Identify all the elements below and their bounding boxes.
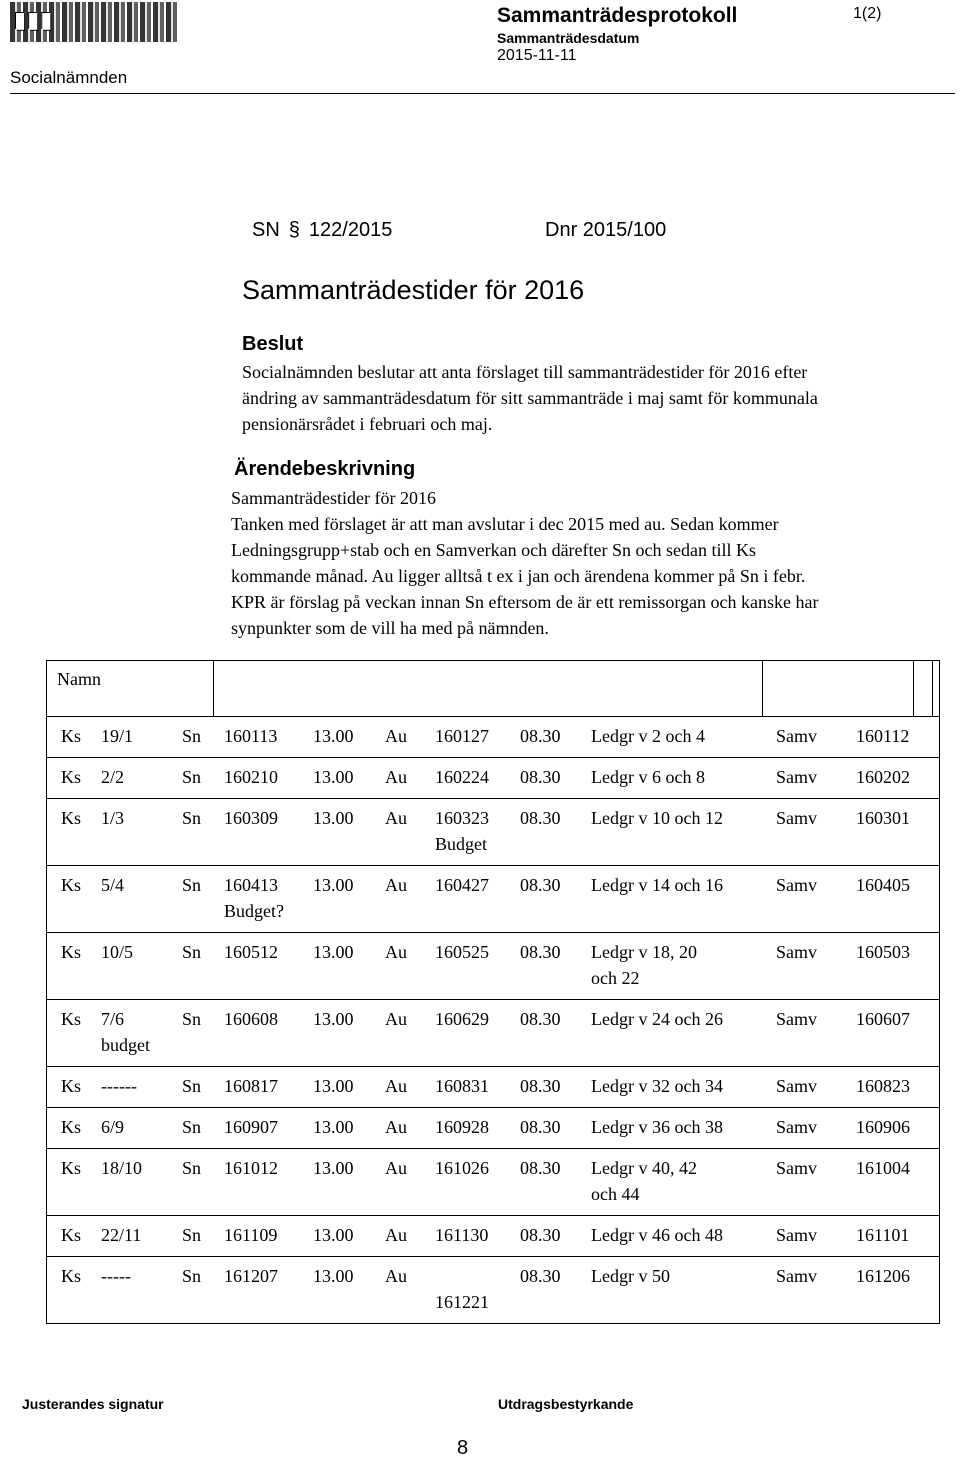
schedule-au: Au bbox=[385, 1158, 407, 1178]
schedule-row bbox=[47, 1108, 940, 1149]
schedule-samv-date: 161206 bbox=[856, 1266, 910, 1286]
case-prefix: SN bbox=[252, 219, 280, 241]
header-cell bbox=[763, 661, 914, 717]
schedule-row bbox=[47, 1000, 940, 1067]
schedule-au-date: 160127 bbox=[435, 726, 489, 746]
description-line: Ledningsgrupp+stab och en Samverkan och därefter Sn och sedan till Ks bbox=[231, 540, 757, 560]
schedule-sn: Sn bbox=[182, 1009, 202, 1029]
header-cell bbox=[933, 661, 940, 717]
schedule-sn-date: 160817 bbox=[224, 1076, 278, 1096]
schedule-time2: 08.30 bbox=[520, 808, 561, 828]
decision-text bbox=[242, 359, 818, 437]
schedule-samv: Samv bbox=[776, 1266, 818, 1286]
schedule-ks: Ks bbox=[61, 1117, 82, 1137]
schedule-ks: Ks bbox=[61, 1158, 82, 1178]
logo-text: ▮▮▮ bbox=[14, 8, 54, 33]
schedule-sn: Sn bbox=[182, 875, 202, 895]
schedule-au: Au bbox=[385, 1117, 407, 1137]
schedule-ks-date: ------ bbox=[101, 1076, 137, 1096]
schedule-cell bbox=[47, 1149, 940, 1216]
document-title: Sammanträdesprotokoll bbox=[497, 4, 738, 27]
header-cell bbox=[914, 661, 933, 717]
schedule-row bbox=[47, 717, 940, 758]
signature-label: Justerandes signatur bbox=[22, 1396, 164, 1412]
schedule-ks-note: budget bbox=[101, 1035, 150, 1055]
page-count: 1(2) bbox=[853, 5, 882, 22]
certification-label: Utdragsbestyrkande bbox=[498, 1396, 634, 1412]
schedule-ks-date: 22/11 bbox=[101, 1225, 142, 1245]
decision-line: Socialnämnden beslutar att anta förslaget till sammanträdestider för 2016 efter bbox=[242, 362, 808, 382]
schedule-ledgr: Ledgr v 24 och 26 bbox=[591, 1009, 723, 1029]
description-line: synpunkter som de vill ha med på nämnden. bbox=[231, 618, 549, 638]
schedule-ks-date: 5/4 bbox=[101, 875, 125, 895]
schedule-cell bbox=[47, 1216, 940, 1257]
schedule-time2: 08.30 bbox=[520, 1076, 561, 1096]
schedule-time2: 08.30 bbox=[520, 1266, 561, 1286]
schedule-time2: 08.30 bbox=[520, 726, 561, 746]
schedule-ledgr: Ledgr v 14 och 16 bbox=[591, 875, 723, 895]
schedule-ks: Ks bbox=[61, 767, 82, 787]
schedule-row bbox=[47, 933, 940, 1000]
schedule-sn-date: 160907 bbox=[224, 1117, 278, 1137]
schedule-sn-date: 160413 bbox=[224, 875, 278, 895]
schedule-au: Au bbox=[385, 942, 407, 962]
schedule-ks: Ks bbox=[61, 808, 82, 828]
schedule-ks: Ks bbox=[61, 1225, 82, 1245]
schedule-au-note: Budget bbox=[435, 834, 487, 854]
schedule-sn: Sn bbox=[182, 1225, 202, 1245]
schedule-time2: 08.30 bbox=[520, 1225, 561, 1245]
schedule-sn: Sn bbox=[182, 1117, 202, 1137]
schedule-cell bbox=[47, 1000, 940, 1067]
schedule-row bbox=[47, 1216, 940, 1257]
description-line: Tanken med förslaget är att man avslutar i dec 2015 med au. Sedan kommer bbox=[231, 514, 779, 534]
case-number-value: 122/2015 bbox=[308, 219, 393, 241]
schedule-ledgr: Ledgr v 18, 20 bbox=[591, 942, 697, 962]
schedule-au: Au bbox=[385, 767, 407, 787]
schedule-samv-date: 160906 bbox=[856, 1117, 910, 1137]
schedule-au: Au bbox=[385, 726, 407, 746]
schedule-samv-date: 161004 bbox=[856, 1158, 910, 1178]
organization-name: Socialnämnden bbox=[10, 68, 128, 87]
schedule-au-date: 160323 bbox=[435, 808, 489, 828]
schedule-ks: Ks bbox=[61, 1076, 82, 1096]
schedule-cell bbox=[47, 758, 940, 799]
schedule-sn-date: 161109 bbox=[224, 1225, 278, 1245]
schedule-ledgr: Ledgr v 6 och 8 bbox=[591, 767, 705, 787]
schedule-cell bbox=[47, 1257, 940, 1324]
decision-line: ändring av sammanträdesdatum för sitt sammanträde i maj samt för kommunala bbox=[242, 388, 818, 408]
schedule-samv-date: 161101 bbox=[856, 1225, 910, 1245]
schedule-au: Au bbox=[385, 1009, 407, 1029]
description-text bbox=[231, 511, 819, 641]
schedule-au-date: 160629 bbox=[435, 1009, 489, 1029]
schedule-ks: Ks bbox=[61, 726, 82, 746]
schedule-au-date: 160831 bbox=[435, 1076, 489, 1096]
schedule-sn: Sn bbox=[182, 1266, 202, 1286]
schedule-samv-date: 160405 bbox=[856, 875, 910, 895]
schedule-time1: 13.00 bbox=[313, 1158, 354, 1178]
diary-number: Dnr 2015/100 bbox=[545, 219, 667, 241]
schedule-time1: 13.00 bbox=[313, 1225, 354, 1245]
schedule-row bbox=[47, 866, 940, 933]
schedule-time2: 08.30 bbox=[520, 875, 561, 895]
table-header-row bbox=[47, 661, 940, 717]
schedule-au-date: 160427 bbox=[435, 875, 489, 895]
section-sign: § bbox=[288, 219, 300, 241]
schedule-row bbox=[47, 1067, 940, 1108]
schedule-au-date: 160525 bbox=[435, 942, 489, 962]
schedule-sn-date: 161207 bbox=[224, 1266, 278, 1286]
schedule-au-note: 161221 bbox=[435, 1292, 489, 1312]
schedule-samv: Samv bbox=[776, 1158, 818, 1178]
description-heading: Ärendebeskrivning bbox=[234, 458, 416, 480]
schedule-au: Au bbox=[385, 1076, 407, 1096]
schedule-time1: 13.00 bbox=[313, 767, 354, 787]
schedule-samv: Samv bbox=[776, 1009, 818, 1029]
schedule-sn-note: Budget? bbox=[224, 901, 284, 921]
schedule-time1: 13.00 bbox=[313, 726, 354, 746]
schedule-ks-date: 6/9 bbox=[101, 1117, 125, 1137]
schedule-ledgr: Ledgr v 10 och 12 bbox=[591, 808, 723, 828]
schedule-sn-date: 160512 bbox=[224, 942, 278, 962]
schedule-ks-date: ----- bbox=[101, 1266, 131, 1286]
description-subheading: Sammanträdestider för 2016 bbox=[231, 488, 436, 508]
header-divider bbox=[10, 93, 955, 94]
description-line: kommande månad. Au ligger alltså t ex i jan och ärendena kommer på Sn i febr. bbox=[231, 566, 806, 586]
schedule-sn-date: 160113 bbox=[224, 726, 278, 746]
schedule-samv-date: 160112 bbox=[856, 726, 910, 746]
schedule-samv: Samv bbox=[776, 1117, 818, 1137]
schedule-samv: Samv bbox=[776, 875, 818, 895]
schedule-au-date: 160224 bbox=[435, 767, 489, 787]
description-line: KPR är förslag på veckan innan Sn eftersom de är ett remissorgan och kanske har bbox=[231, 592, 819, 612]
schedule-ks: Ks bbox=[61, 1266, 82, 1286]
schedule-row bbox=[47, 758, 940, 799]
schedule-time1: 13.00 bbox=[313, 808, 354, 828]
schedule-au: Au bbox=[385, 1266, 407, 1286]
schedule-time1: 13.00 bbox=[313, 1117, 354, 1137]
schedule-samv-date: 160607 bbox=[856, 1009, 910, 1029]
schedule-samv-date: 160301 bbox=[856, 808, 910, 828]
schedule-ks-date: 19/1 bbox=[101, 726, 134, 746]
schedule-samv-date: 160503 bbox=[856, 942, 910, 962]
schedule-ledgr2: och 22 bbox=[591, 968, 640, 988]
decision-line: pensionärsrådet i februari och maj. bbox=[242, 414, 493, 434]
schedule-samv-date: 160202 bbox=[856, 767, 910, 787]
meeting-date: 2015-11-11 bbox=[497, 47, 577, 64]
schedule-cell bbox=[47, 866, 940, 933]
schedule-cell bbox=[47, 799, 940, 866]
schedule-ledgr: Ledgr v 50 bbox=[591, 1266, 670, 1286]
schedule-samv: Samv bbox=[776, 1076, 818, 1096]
schedule-ks: Ks bbox=[61, 942, 82, 962]
schedule-au: Au bbox=[385, 1225, 407, 1245]
schedule-sn: Sn bbox=[182, 808, 202, 828]
schedule-au-date: 161026 bbox=[435, 1158, 489, 1178]
schedule-row bbox=[47, 1257, 940, 1324]
schedule-samv: Samv bbox=[776, 942, 818, 962]
schedule-time1: 13.00 bbox=[313, 1009, 354, 1029]
schedule-cell bbox=[47, 1108, 940, 1149]
schedule-samv-date: 160823 bbox=[856, 1076, 910, 1096]
schedule-cell bbox=[47, 1067, 940, 1108]
schedule-au-date: 161130 bbox=[435, 1225, 489, 1245]
schedule-sn-date: 160210 bbox=[224, 767, 278, 787]
schedule-time2: 08.30 bbox=[520, 1117, 561, 1137]
page-number: 8 bbox=[457, 1437, 469, 1459]
schedule-sn: Sn bbox=[182, 1076, 202, 1096]
schedule-sn-date: 160309 bbox=[224, 808, 278, 828]
schedule-samv: Samv bbox=[776, 808, 818, 828]
schedule-time2: 08.30 bbox=[520, 767, 561, 787]
name-column-header: Namn bbox=[47, 661, 214, 717]
schedule-au: Au bbox=[385, 808, 407, 828]
schedule-au-date: 160928 bbox=[435, 1117, 489, 1137]
case-title: Sammanträdestider för 2016 bbox=[242, 275, 585, 305]
schedule-ledgr: Ledgr v 32 och 34 bbox=[591, 1076, 723, 1096]
schedule-time2: 08.30 bbox=[520, 1009, 561, 1029]
schedule-ledgr: Ledgr v 2 och 4 bbox=[591, 726, 705, 746]
schedule-samv: Samv bbox=[776, 726, 818, 746]
schedule-samv: Samv bbox=[776, 1225, 818, 1245]
schedule-time1: 13.00 bbox=[313, 1076, 354, 1096]
schedule-time2: 08.30 bbox=[520, 942, 561, 962]
case-number bbox=[252, 219, 392, 242]
schedule-sn-date: 161012 bbox=[224, 1158, 278, 1178]
schedule-cell bbox=[47, 933, 940, 1000]
schedule-ks-date: 7/6 bbox=[101, 1009, 125, 1029]
schedule-row bbox=[47, 1149, 940, 1216]
decision-heading: Beslut bbox=[242, 333, 304, 355]
schedule-samv: Samv bbox=[776, 767, 818, 787]
schedule-ks-date: 1/3 bbox=[101, 808, 125, 828]
schedule-sn: Sn bbox=[182, 942, 202, 962]
schedule-ks-date: 18/10 bbox=[101, 1158, 143, 1178]
meeting-date-label: Sammanträdesdatum bbox=[497, 30, 640, 46]
schedule-au: Au bbox=[385, 875, 407, 895]
schedule-time1: 13.00 bbox=[313, 942, 354, 962]
schedule-ledgr: Ledgr v 36 och 38 bbox=[591, 1117, 723, 1137]
schedule-sn: Sn bbox=[182, 1158, 202, 1178]
schedule-ledgr2: och 44 bbox=[591, 1184, 640, 1204]
schedule-time1: 13.00 bbox=[313, 875, 354, 895]
schedule-row bbox=[47, 799, 940, 866]
schedule-sn: Sn bbox=[182, 726, 202, 746]
schedule-ledgr: Ledgr v 40, 42 bbox=[591, 1158, 697, 1178]
schedule-sn-date: 160608 bbox=[224, 1009, 278, 1029]
schedule-time2: 08.30 bbox=[520, 1158, 561, 1178]
schedule-ks: Ks bbox=[61, 1009, 82, 1029]
schedule-sn: Sn bbox=[182, 767, 202, 787]
header-cell bbox=[214, 661, 763, 717]
schedule-ledgr: Ledgr v 46 och 48 bbox=[591, 1225, 723, 1245]
schedule-table bbox=[46, 660, 940, 1324]
schedule-ks-date: 10/5 bbox=[101, 942, 134, 962]
schedule-cell bbox=[47, 717, 940, 758]
schedule-ks-date: 2/2 bbox=[101, 767, 125, 787]
schedule-ks: Ks bbox=[61, 875, 82, 895]
schedule-time1: 13.00 bbox=[313, 1266, 354, 1286]
